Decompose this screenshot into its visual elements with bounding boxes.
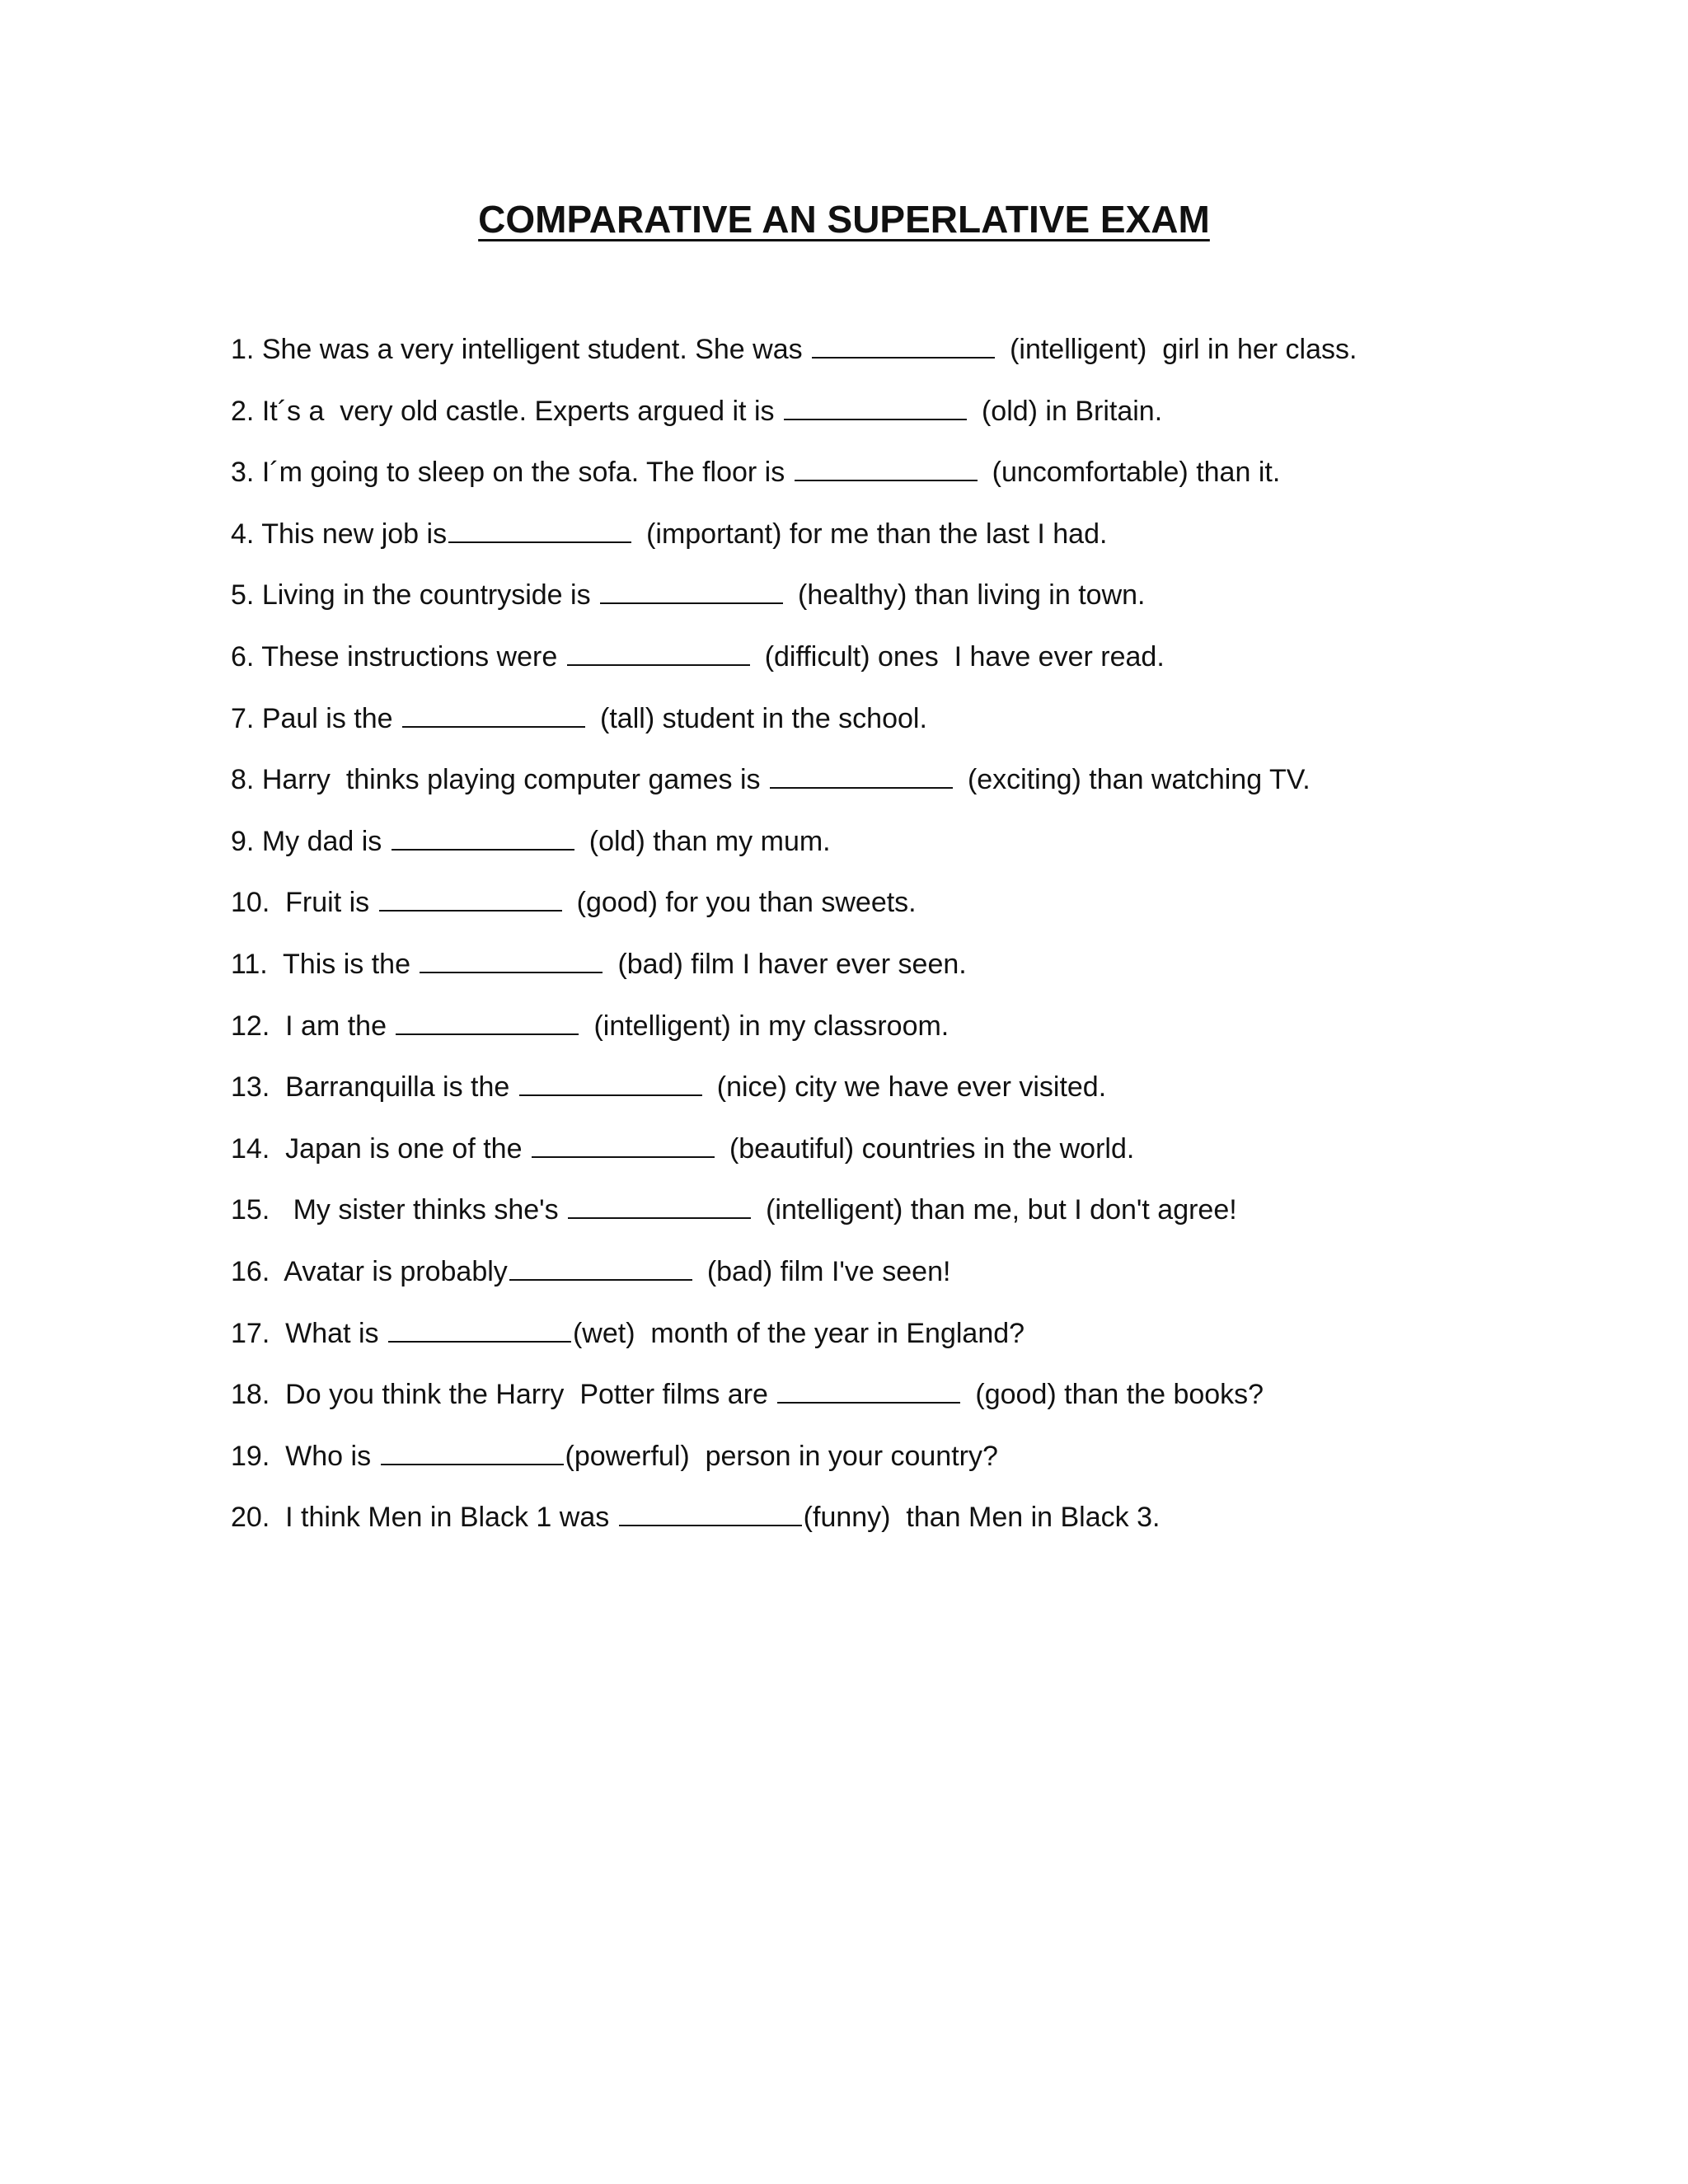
question-item (231, 391, 1648, 453)
question-text-after: (powerful) person in your country? (565, 1440, 998, 1472)
question-text-after: (old) than my mum. (588, 825, 831, 857)
question-text-after: (funny) than Men in Black 3. (803, 1502, 1160, 1534)
question-text-before: Barranquilla is the (277, 1071, 518, 1104)
answer-blank[interactable] (784, 394, 967, 420)
question-text-before: Harry thinks playing computer games is (261, 764, 768, 796)
question-text-after: (tall) student in the school. (600, 702, 927, 734)
question-text-before: Avatar is probably (277, 1255, 508, 1287)
question-text-before: It´s a very old castle. Experts argued it is (261, 395, 782, 427)
question-number: 10. (231, 887, 270, 919)
question-text-after: (nice) city we have ever visited. (716, 1071, 1107, 1104)
question-item (231, 699, 1648, 761)
question-text-after: (bad) film I haver ever seen. (617, 948, 967, 980)
answer-blank[interactable] (402, 701, 585, 728)
question-list (231, 330, 1648, 1559)
question-number: 4. (231, 518, 255, 550)
question-number: 16. (231, 1255, 270, 1287)
question-text-before: Fruit is (277, 887, 377, 919)
question-number: 5. (231, 579, 255, 612)
question-item (231, 1190, 1648, 1252)
answer-blank[interactable] (448, 517, 631, 543)
question-text-before: This new job is (261, 518, 448, 550)
question-text-after: (uncomfortable) than it. (992, 457, 1281, 489)
answer-blank[interactable] (567, 640, 750, 666)
question-item (231, 514, 1648, 576)
question-number: 11. (231, 948, 268, 980)
question-number: 2. (231, 395, 255, 427)
question-item (231, 760, 1648, 822)
question-text-after: (good) than the books? (975, 1379, 1264, 1411)
question-number: 15. (231, 1194, 270, 1226)
question-item (231, 944, 1648, 1006)
answer-blank[interactable] (568, 1193, 751, 1219)
question-text-before: She was a very intelligent student. She was (261, 334, 811, 365)
question-item (231, 822, 1648, 883)
question-text-after: (intelligent) in my classroom. (593, 1010, 950, 1042)
question-item (231, 637, 1648, 699)
question-text-before: I´m going to sleep on the sofa. The floor is (261, 457, 793, 489)
answer-blank[interactable] (420, 947, 603, 973)
question-item (231, 1436, 1648, 1498)
question-text-after: (intelligent) than me, but I don't agree! (766, 1194, 1237, 1226)
answer-blank[interactable] (381, 1439, 564, 1465)
question-number: 19. (231, 1440, 270, 1472)
question-item (231, 452, 1648, 514)
question-item (231, 1129, 1648, 1191)
answer-blank[interactable] (509, 1254, 692, 1281)
question-text-before: Paul is the (261, 702, 401, 734)
answer-blank[interactable] (777, 1377, 960, 1404)
question-number: 12. (231, 1010, 270, 1042)
answer-blank[interactable] (600, 578, 783, 604)
answer-blank[interactable] (770, 762, 953, 789)
question-text-before: Living in the countryside is (261, 579, 599, 612)
answer-blank[interactable] (812, 332, 995, 359)
question-text-before: What is (277, 1317, 387, 1349)
answer-blank[interactable] (532, 1132, 715, 1158)
question-text-before: I think Men in Black 1 was (277, 1502, 617, 1534)
question-text-after: (bad) film I've seen! (706, 1255, 951, 1287)
question-number: 9. (231, 825, 255, 857)
question-text-after: (beautiful) countries in the world. (729, 1132, 1135, 1165)
question-item (231, 1252, 1648, 1314)
question-text-after: (important) for me than the last I had. (646, 518, 1108, 550)
question-number: 1. (231, 334, 255, 365)
question-text-after: (healthy) than living in town. (798, 579, 1146, 612)
question-number: 20. (231, 1502, 270, 1534)
question-number: 17. (231, 1317, 270, 1349)
question-text-after: (good) for you than sweets. (576, 887, 917, 919)
question-text-before: Do you think the Harry Potter films are (277, 1379, 776, 1411)
answer-blank[interactable] (392, 824, 574, 851)
answer-blank[interactable] (379, 885, 562, 912)
question-text-before: This is the (275, 948, 419, 980)
question-text-before: I am the (277, 1010, 395, 1042)
question-text-before: These instructions were (261, 640, 565, 673)
answer-blank[interactable] (619, 1500, 802, 1526)
question-number: 3. (231, 457, 255, 489)
question-item (231, 1006, 1648, 1068)
question-item (231, 1067, 1648, 1129)
question-text-after: (wet) month of the year in England? (572, 1317, 1025, 1349)
answer-blank[interactable] (795, 455, 978, 481)
question-item (231, 883, 1648, 944)
question-number: 14. (231, 1132, 270, 1165)
answer-blank[interactable] (396, 1009, 579, 1035)
question-number: 13. (231, 1071, 270, 1104)
question-text-before: My dad is (261, 825, 390, 857)
question-text-after: (intelligent) girl in her class. (1010, 334, 1357, 365)
question-text-after: (old) in Britain. (981, 395, 1163, 427)
question-item (231, 330, 1648, 391)
question-text-before: My sister thinks she's (277, 1194, 567, 1226)
answer-blank[interactable] (388, 1316, 571, 1343)
answer-blank[interactable] (519, 1070, 702, 1096)
question-number: 18. (231, 1379, 270, 1411)
question-item (231, 575, 1648, 637)
question-text-before: Who is (277, 1440, 379, 1472)
question-number: 8. (231, 764, 255, 796)
question-item (231, 1497, 1648, 1559)
question-item (231, 1314, 1648, 1376)
question-text-after: (difficult) ones I have ever read. (764, 640, 1165, 673)
question-number: 7. (231, 702, 255, 734)
question-number: 6. (231, 640, 255, 673)
question-text-after: (exciting) than watching TV. (967, 764, 1311, 796)
page-title: COMPARATIVE AN SUPERLATIVE EXAM (478, 198, 1210, 241)
question-item (231, 1375, 1648, 1436)
question-text-before: Japan is one of the (277, 1132, 530, 1165)
